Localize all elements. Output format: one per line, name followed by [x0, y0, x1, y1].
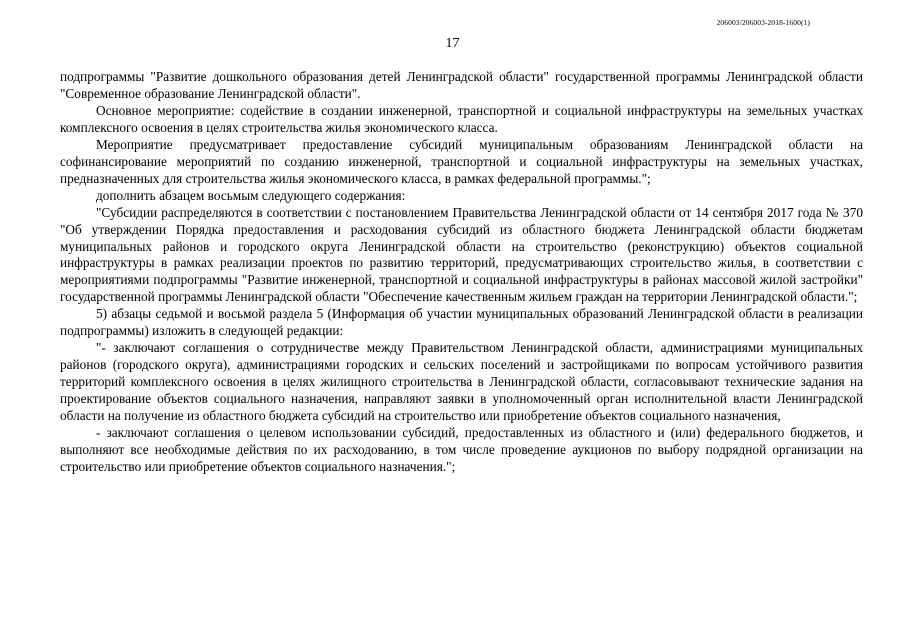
paragraph: 5) абзацы седьмой и восьмой раздела 5 (Информация об участии муниципальных образований Ленинградской области в реализации подпрограммы) изложить в следующей редакции:: [60, 306, 863, 339]
paragraph: "Субсидии распределяются в соответствии с постановлением Правительства Ленинградской области от 14 сентября 2017 года № 370 "Об утверждении Порядка предоставления и расходования субсидий из областного бюджета Ленинградской области бюджетам муниципальных районов и городского округа Ленинградской области на строительство (реконструкцию) объектов социальной инфраструктуры в рамках реализации проектов по развитию территорий, предусматривающих строительство жилья, в соответствии с мероприятиями подпрограммы "Развитие инженерной, транспортной и социальной инфраструктуры в районах массовой жилой застройки" государственной программы Ленинградской области "Обеспечение качественным жильем граждан на территории Ленинградской области.";: [60, 204, 863, 305]
paragraph: дополнить абзацем восьмым следующего содержания:: [96, 187, 406, 203]
document-body: [60, 69, 863, 476]
document-id: 206003/206003-2018-1600(1): [716, 18, 810, 27]
paragraph: Мероприятие предусматривает предоставление субсидий муниципальным образованиям Ленинградской области на софинансирование мероприятий по созданию инженерной, транспортной и социальной инфраструктуры на земельных участках, предназначенных для строительства жилья экономического класса, в рамках федеральной программы.";: [60, 136, 863, 186]
paragraph: - заключают соглашения о целевом использовании субсидий, предоставленных из областного и (или) федерального бюджетов, и выполняют все необходимые действия по их расходованию, в том числе проведение аукционов по выбору подрядной организации на строительство или приобретение объектов социального назначения.";: [60, 425, 863, 474]
paragraph: "- заключают соглашения о сотрудничестве между Правительством Ленинградской области, администрациями муниципальных районов (городского округа), администрациями городских и сельских поселений и застройщиками по вопросам устойчивого развития территорий комплексного освоения в целях жилищного строительства в Ленинградской области, согласовывают технические задания на проектирование объектов социального назначения, направляют заявки в уполномоченный орган исполнительной власти Ленинградской области на получение из областного бюджета субсидий на строительство или приобретение объектов социального назначения,: [60, 340, 863, 424]
page-number: 17: [445, 36, 460, 51]
paragraph: подпрограммы "Развитие дошкольного образования детей Ленинградской области" государственной программы Ленинградской области "Современное образование Ленинградской области".: [60, 69, 863, 101]
paragraph: Основное мероприятие: содействие в создании инженерной, транспортной и социальной инфраструктуры на земельных участках комплексного освоения в целях строительства жилья экономического класса.: [60, 102, 863, 135]
